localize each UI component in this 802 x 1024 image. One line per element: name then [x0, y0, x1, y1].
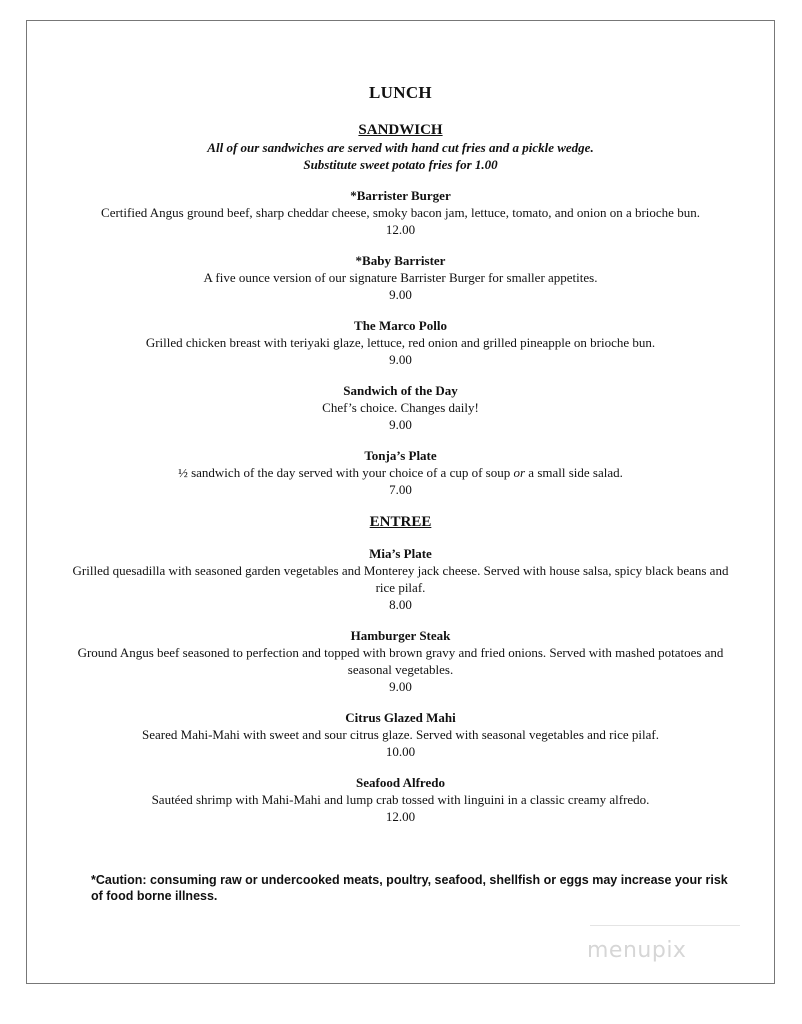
item-name: Citrus Glazed Mahi: [345, 710, 456, 725]
item-description: Chef’s choice. Changes daily!: [322, 400, 479, 415]
item-description: A five ounce version of our signature Barrister Burger for smaller appetites.: [203, 270, 598, 285]
item-price: 9.00: [389, 352, 412, 367]
menu-item-tonjas-plate: [26, 447, 775, 498]
item-name: The Marco Pollo: [354, 318, 447, 333]
sandwich-note-substitute: Substitute sweet potato fries for 1.00: [303, 157, 498, 172]
menu-item-hamburger-steak: [26, 627, 775, 695]
menupix-watermark: menupix: [587, 938, 687, 963]
item-description: Sautéed shrimp with Mahi-Mahi and lump crab tossed with linguini in a classic creamy alfredo.: [151, 792, 650, 807]
menu-item-barrister-burger: [26, 187, 775, 238]
menu-item-seafood-alfredo: [26, 774, 775, 825]
menu-item-sandwich-of-the-day: [26, 382, 775, 433]
item-name: *Baby Barrister: [355, 253, 446, 268]
food-safety-caution: *Caution: consuming raw or undercooked meats, poultry, seafood, shellfish or eggs may increase your risk of food borne illness.: [91, 873, 728, 903]
item-price: 9.00: [389, 417, 412, 432]
item-name: Seafood Alfredo: [356, 775, 445, 790]
item-description: Seared Mahi-Mahi with sweet and sour citrus glaze. Served with seasonal vegetables and rice pilaf.: [142, 727, 659, 742]
item-name: Mia’s Plate: [369, 546, 432, 561]
item-description-part: a small side salad.: [525, 465, 623, 480]
item-name: Sandwich of the Day: [343, 383, 458, 398]
menu-item-mias-plate: [26, 545, 775, 613]
section-heading-entree: ENTREE: [369, 514, 432, 530]
item-price: 9.00: [389, 287, 412, 302]
item-price: 9.00: [389, 679, 412, 694]
item-description: [26, 464, 775, 481]
menu-item-citrus-glazed-mahi: [26, 709, 775, 760]
item-price: 8.00: [389, 597, 412, 612]
sandwich-note-fries: All of our sandwiches are served with hand cut fries and a pickle wedge.: [207, 140, 594, 155]
item-description: Ground Angus beef seasoned to perfection and topped with brown gravy and fried onions. Served with mashed potatoes and seasonal vegetables.: [77, 645, 724, 677]
menu-item-marco-pollo: [26, 317, 775, 368]
item-name: *Barrister Burger: [350, 188, 451, 203]
item-name: Hamburger Steak: [350, 628, 451, 643]
item-description: Grilled chicken breast with teriyaki glaze, lettuce, red onion and grilled pineapple on brioche bun.: [145, 335, 656, 350]
item-price: 10.00: [385, 744, 416, 759]
menu-item-baby-barrister: [26, 252, 775, 303]
item-description-emphasis: or: [513, 465, 526, 480]
item-price: 7.00: [389, 482, 412, 497]
menu-page: [26, 20, 775, 825]
item-description-part: ½ sandwich of the day served with your choice of a cup of soup: [178, 465, 514, 480]
section-heading-sandwich: SANDWICH: [358, 122, 443, 138]
menu-title: LUNCH: [369, 83, 432, 102]
watermark-line: [590, 925, 740, 926]
item-price: 12.00: [385, 809, 416, 824]
item-description: Certified Angus ground beef, sharp cheddar cheese, smoky bacon jam, lettuce, tomato, and onion on a brioche bun.: [101, 205, 700, 220]
item-price: 12.00: [385, 222, 416, 237]
item-name: Tonja’s Plate: [364, 448, 437, 463]
item-description: Grilled quesadilla with seasoned garden vegetables and Monterey jack cheese. Served with house salsa, spicy black beans and rice pilaf.: [72, 563, 729, 595]
